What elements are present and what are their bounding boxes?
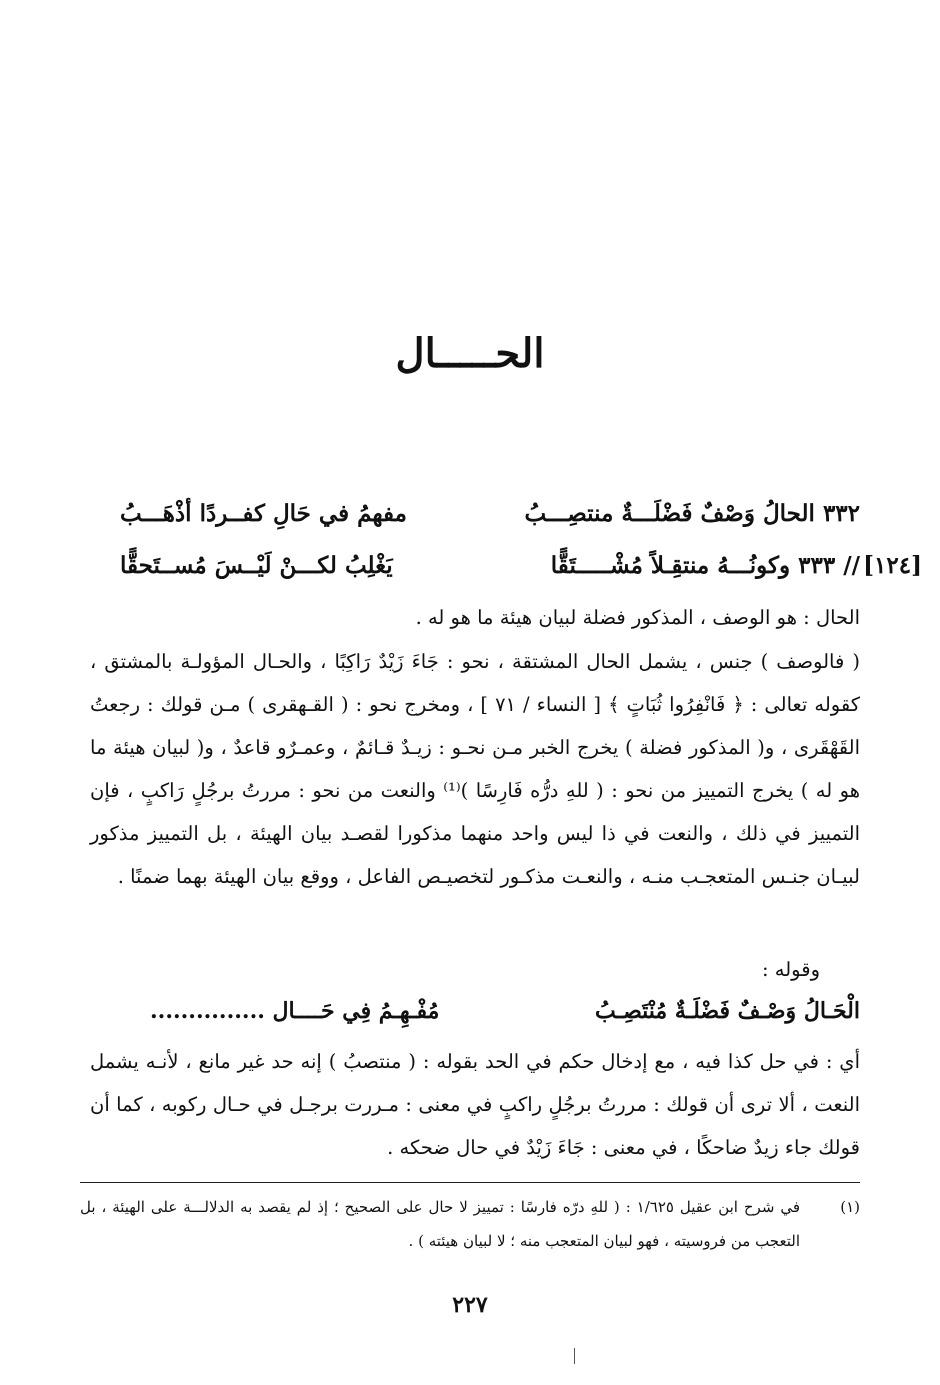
page-edge-mark — [574, 1348, 575, 1364]
quote-intro: وقوله : — [762, 958, 820, 981]
verse-number: // ٣٣٣ — [798, 552, 860, 579]
verse-first-hemistich — [551, 552, 860, 579]
explanation-paragraph: ( فالوصف ) جنس ، يشمل الحال المشتقة ، نحو : جَاءَ زَيْدٌ رَاكِبًا ، والحـال المؤولـة بالمشتق ، كقوله تعالى : ﴿ فَانْفِرُوا ثُبَاتٍ ﴾ [ النساء / ٧١ ] ، ومخرج نحو : ( القـهقرى ) مـن قولك : رجعتُ القَهْقَرى ، و( المذكور فضلة ) يخرج الخبر مـن نحـو : زيـدٌ قـائمٌ ، وعمـرٌو قاعدٌ ، و( لبيان هيئة ما هو له ) يخرج التمييز من نحو : ( للهِ درُّه فَارِسًا )⁽¹⁾ والنعت من نحو : مررتُ برجُلٍ رَاكبٍ ، فإن التمييز في ذلك ، والنعت في ذا ليس واحد منهما مذكورا لقصـد بيان الهيئة ، بل التمييز مذكور لبيـان جنـس المتعجـب منـه ، والنعـت مذكـور لتخصيـص الفاعل ، ووقع بيان الهيئة بهما ضمنًا . — [90, 650, 860, 888]
quoted-verse — [120, 998, 860, 1038]
page-number: ٢٢٧ — [452, 1292, 488, 1318]
footnote-text: في شرح ابن عقيل ١/٦٢٥ : ( للهِ درّه فارسًا : تمييز لا حال على الصحيح ؛ إذ لم يقصد به الدلالـــة على الهيئة ، بل التعجب من فروسيته ، فهو لبيان المتعجب منه ؛ لا لبيان هيئته ) . — [80, 1198, 800, 1250]
quoted-verse-second-hemistich: مُفْـهِـمُ فِي حَــــال ............... — [150, 998, 440, 1024]
chapter-title: الحـــــال — [395, 330, 545, 377]
verse-line-333 — [120, 552, 922, 598]
verse-reference-number: [١٢٤] — [863, 552, 922, 579]
footnote-marker: (١) — [840, 1198, 860, 1216]
quoted-verse-first-hemistich: الْحَـالُ وَصْـفٌ فَضْلَـةٌ مُنْتَصِـبُ — [595, 998, 860, 1024]
commentary-paragraph: أي : في حل كذا فيه ، مع إدخال حكم في الحد بقوله : ( منتصبُ ) إنه حد غير مانع ، لأنـه يشمل النعت ، ألا ترى أن قولك : مررتُ برجُلٍ راكبٍ في معنى : مـررت برجـل في حـال ركوبه ، كما أن قولك جاء زيدٌ ضاحكًا ، في معنى : جَاءَ زَيْدٌ في حال ضحكه . — [90, 1050, 860, 1159]
verse-line-332 — [120, 500, 860, 546]
definition-paragraph: الحال : هو الوصف ، المذكور فضلة لبيان هيئة ما هو له . — [415, 606, 860, 629]
footnote — [80, 1190, 860, 1270]
verse-second-hemistich: يَغْلِبُ لكـــنْ لَيْــسَ مُســتَحقًّا — [120, 552, 393, 579]
verse-number: ٣٣٢ — [822, 500, 860, 527]
verse-first-hemistich — [524, 500, 860, 527]
verse-text: وكونُـــهُ منتقِـلاً مُشْـــــتَقًّا — [550, 552, 791, 579]
verse-text: الحالُ وَصْفٌ فَضْلَـــةٌ منتصِـــبُ — [524, 500, 815, 527]
verse-second-hemistich: مفهمُ في حَالِ كفــردًا أذْهَـــبُ — [120, 500, 407, 527]
footnote-separator — [80, 1182, 860, 1183]
